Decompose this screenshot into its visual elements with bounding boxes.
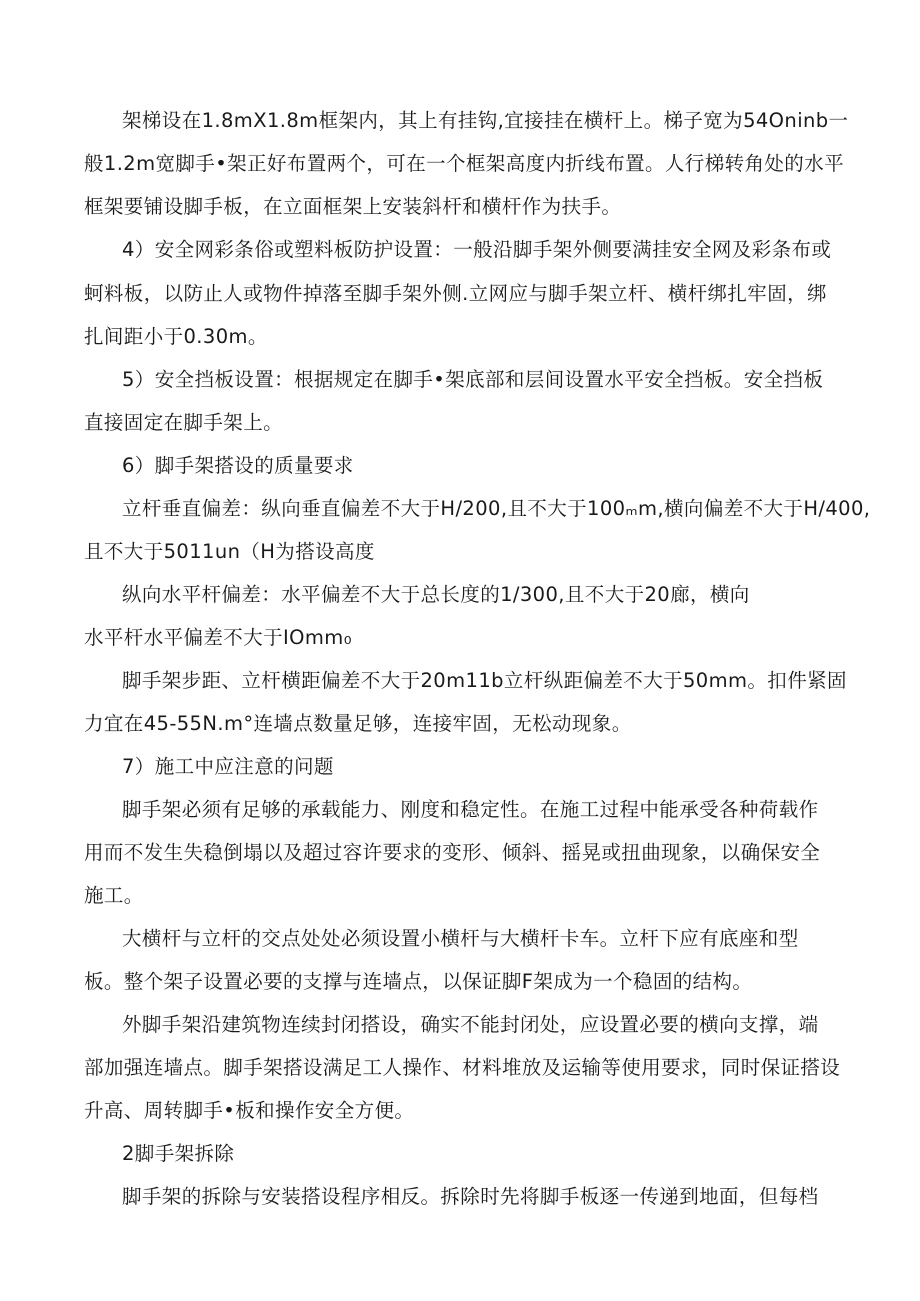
text-line: 蚵料板，以防止人或物件掉落至脚手架外侧.立网应与脚手架立杆、横杆绑扎牢固，绑 [84, 282, 827, 305]
text-line: 水平杆水平偏差不大于IOmm₀ [84, 626, 352, 649]
text-line: 力宜在45-55N.m°连墙点数量足够，连接牢固，无松动现象。 [84, 712, 632, 735]
text-line: 5）安全挡板设置：根据规定在脚手•架底部和层间设置水平安全挡板。安全挡板 [122, 368, 824, 391]
text-line: 框架要铺设脚手板，在立面框架上安装斜杆和横杆作为扶手。 [84, 195, 622, 218]
text-line: 立杆垂直偏差：纵向垂直偏差不大于H/200,且不大于100ₘm,横向偏差不大于H/400, [122, 497, 871, 520]
text-line: 大横杆与立杆的交点处处必须设置小横杆与大横杆卡车。立杆下应有底座和型 [122, 927, 799, 950]
text-line: 施工。 [84, 884, 144, 907]
text-line: 架梯设在1.8mX1.8m框架内，其上有挂钩,宜接挂在横杆上。梯子宽为54Oninb一 [122, 109, 849, 132]
text-line: 般1.2m宽脚手•架正好布置两个，可在一个框架高度内折线布置。人行梯转角处的水平 [84, 152, 845, 175]
text-line: 脚手架必须有足够的承载能力、刚度和稳定性。在施工过程中能承受各种荷载作 [122, 798, 819, 821]
text-line: 脚手架步距、立杆横距偏差不大于20m11b立杆纵距偏差不大于50mm。扣件紧固 [122, 669, 847, 692]
text-line: 用而不发生失稳倒塌以及超过容许要求的变形、倾斜、摇晃或扭曲现象，以确保安全 [84, 841, 821, 864]
text-line: 扎间距小于0.30m。 [84, 325, 268, 348]
section-heading: 2脚手架拆除 [122, 1142, 235, 1165]
section-heading: 7）施工中应注意的问题 [122, 755, 334, 778]
text-line: 脚手架的拆除与安装搭设程序相反。拆除时先将脚手板逐一传递到地面，但每档 [122, 1185, 819, 1208]
section-heading: 6）脚手架搭设的质量要求 [122, 454, 354, 477]
text-line: 升高、周转脚手•板和操作安全方便。 [84, 1099, 415, 1122]
text-line: 板。整个架子设置必要的支撑与连墙点，以保证脚F架成为一个稳固的结构。 [84, 970, 753, 993]
text-line: 外脚手架沿建筑物连续封闭搭设，确实不能封闭处，应设置必要的横向支撑，端 [122, 1013, 819, 1036]
text-line: 纵向水平杆偏差：水平偏差不大于总长度的1/300,且不大于20廊，横向 [122, 583, 750, 606]
text-line: 直接固定在脚手架上。 [84, 411, 284, 434]
text-line: 且不大于5011un（H为搭设高度 [84, 540, 375, 563]
text-line: 部加强连墙点。脚手架搭设满足工人操作、材料堆放及运输等使用要求，同时保证搭设 [84, 1056, 841, 1079]
text-line: 4）安全网彩条俗或塑料板防护设置：一般沿脚手架外侧要满挂安全网及彩条布或 [122, 238, 832, 261]
